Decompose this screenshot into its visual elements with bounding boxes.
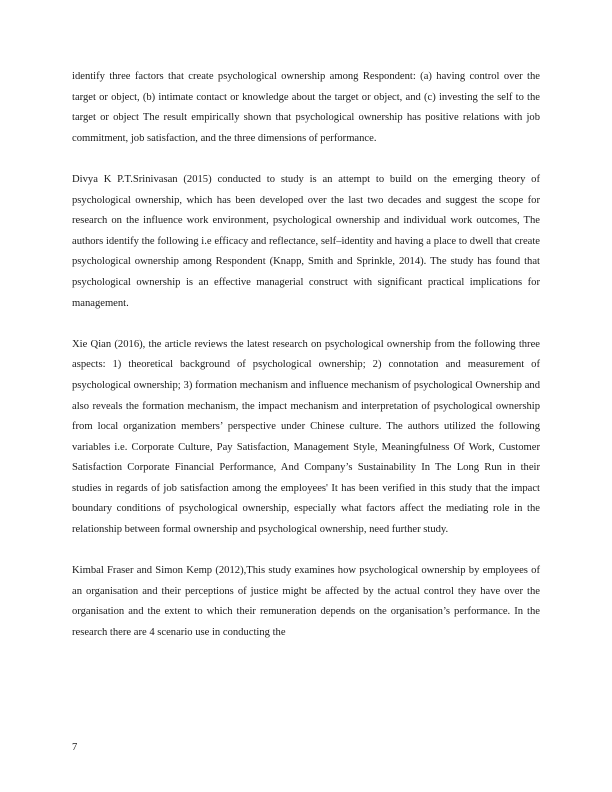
paragraph-psychological-ownership-factors: identify three factors that create psychological ownership among Respondent: (a) having control over the target or object, (b) intimate contact or knowledge about the target or object, and (c) investing the self to the target or object The result empirically shown that psychological ownership has positive relations with job commitment, job satisfaction, and the three dimensions of performance. — [72, 71, 540, 144]
body-text — [72, 67, 540, 644]
paragraph-fraser-kemp-2012: Kimbal Fraser and Simon Kemp (2012),This study examines how psychological ownership by employees of an organisation and their perceptions of justice might be affected by the actual control they have over the organisation and the extent to which their remuneration depends on the organisation’s performance. In the research there are 4 scenario use in conducting the — [72, 565, 540, 639]
paragraph-xie-qian-2016: Xie Qian (2016), the article reviews the latest research on psychological ownership from the following three aspects: 1) theoretical background of psychological ownership; 2) connotation and measurement of psychological ownership; 3) formation mechanism and influence mechanism of psychological Ownership and also reveals the formation mechanism, the impact mechanism and interpretation of psychological ownership from local organization members’ perspective under Chinese culture. The authors utilized the following variables i.e. Corporate Culture, Pay Satisfaction, Management Style, Meaningfulness Of Work, Customer Satisfaction Corporate Financial Performance, And Company’s Sustainability In The Long Run in their studies in regards of job satisfaction among the employees' It has been verified in this study that the impact boundary conditions of psychological ownership, especially what factors affect the mediating role in the relationship between formal ownership and psychological ownership, need further study. — [72, 338, 540, 536]
paragraph-divya-srinivasan-2015: Divya K P.T.Srinivasan (2015) conducted to study is an attempt to build on the emerging theory of psychological ownership, which has been developed over the last two decades and suggest the scope for research on the influence work environment, psychological ownership and individual work outcomes, The authors identify the following i.e efficacy and reflectance, self–identity and having a place to dwell that create psychological ownership among Respondent (Knapp, Smith and Sprinkle, 2014). The study has found that psychological ownership is an effective managerial construct with significant practical implications for management. — [72, 173, 540, 309]
page-number: 7 — [72, 742, 78, 753]
